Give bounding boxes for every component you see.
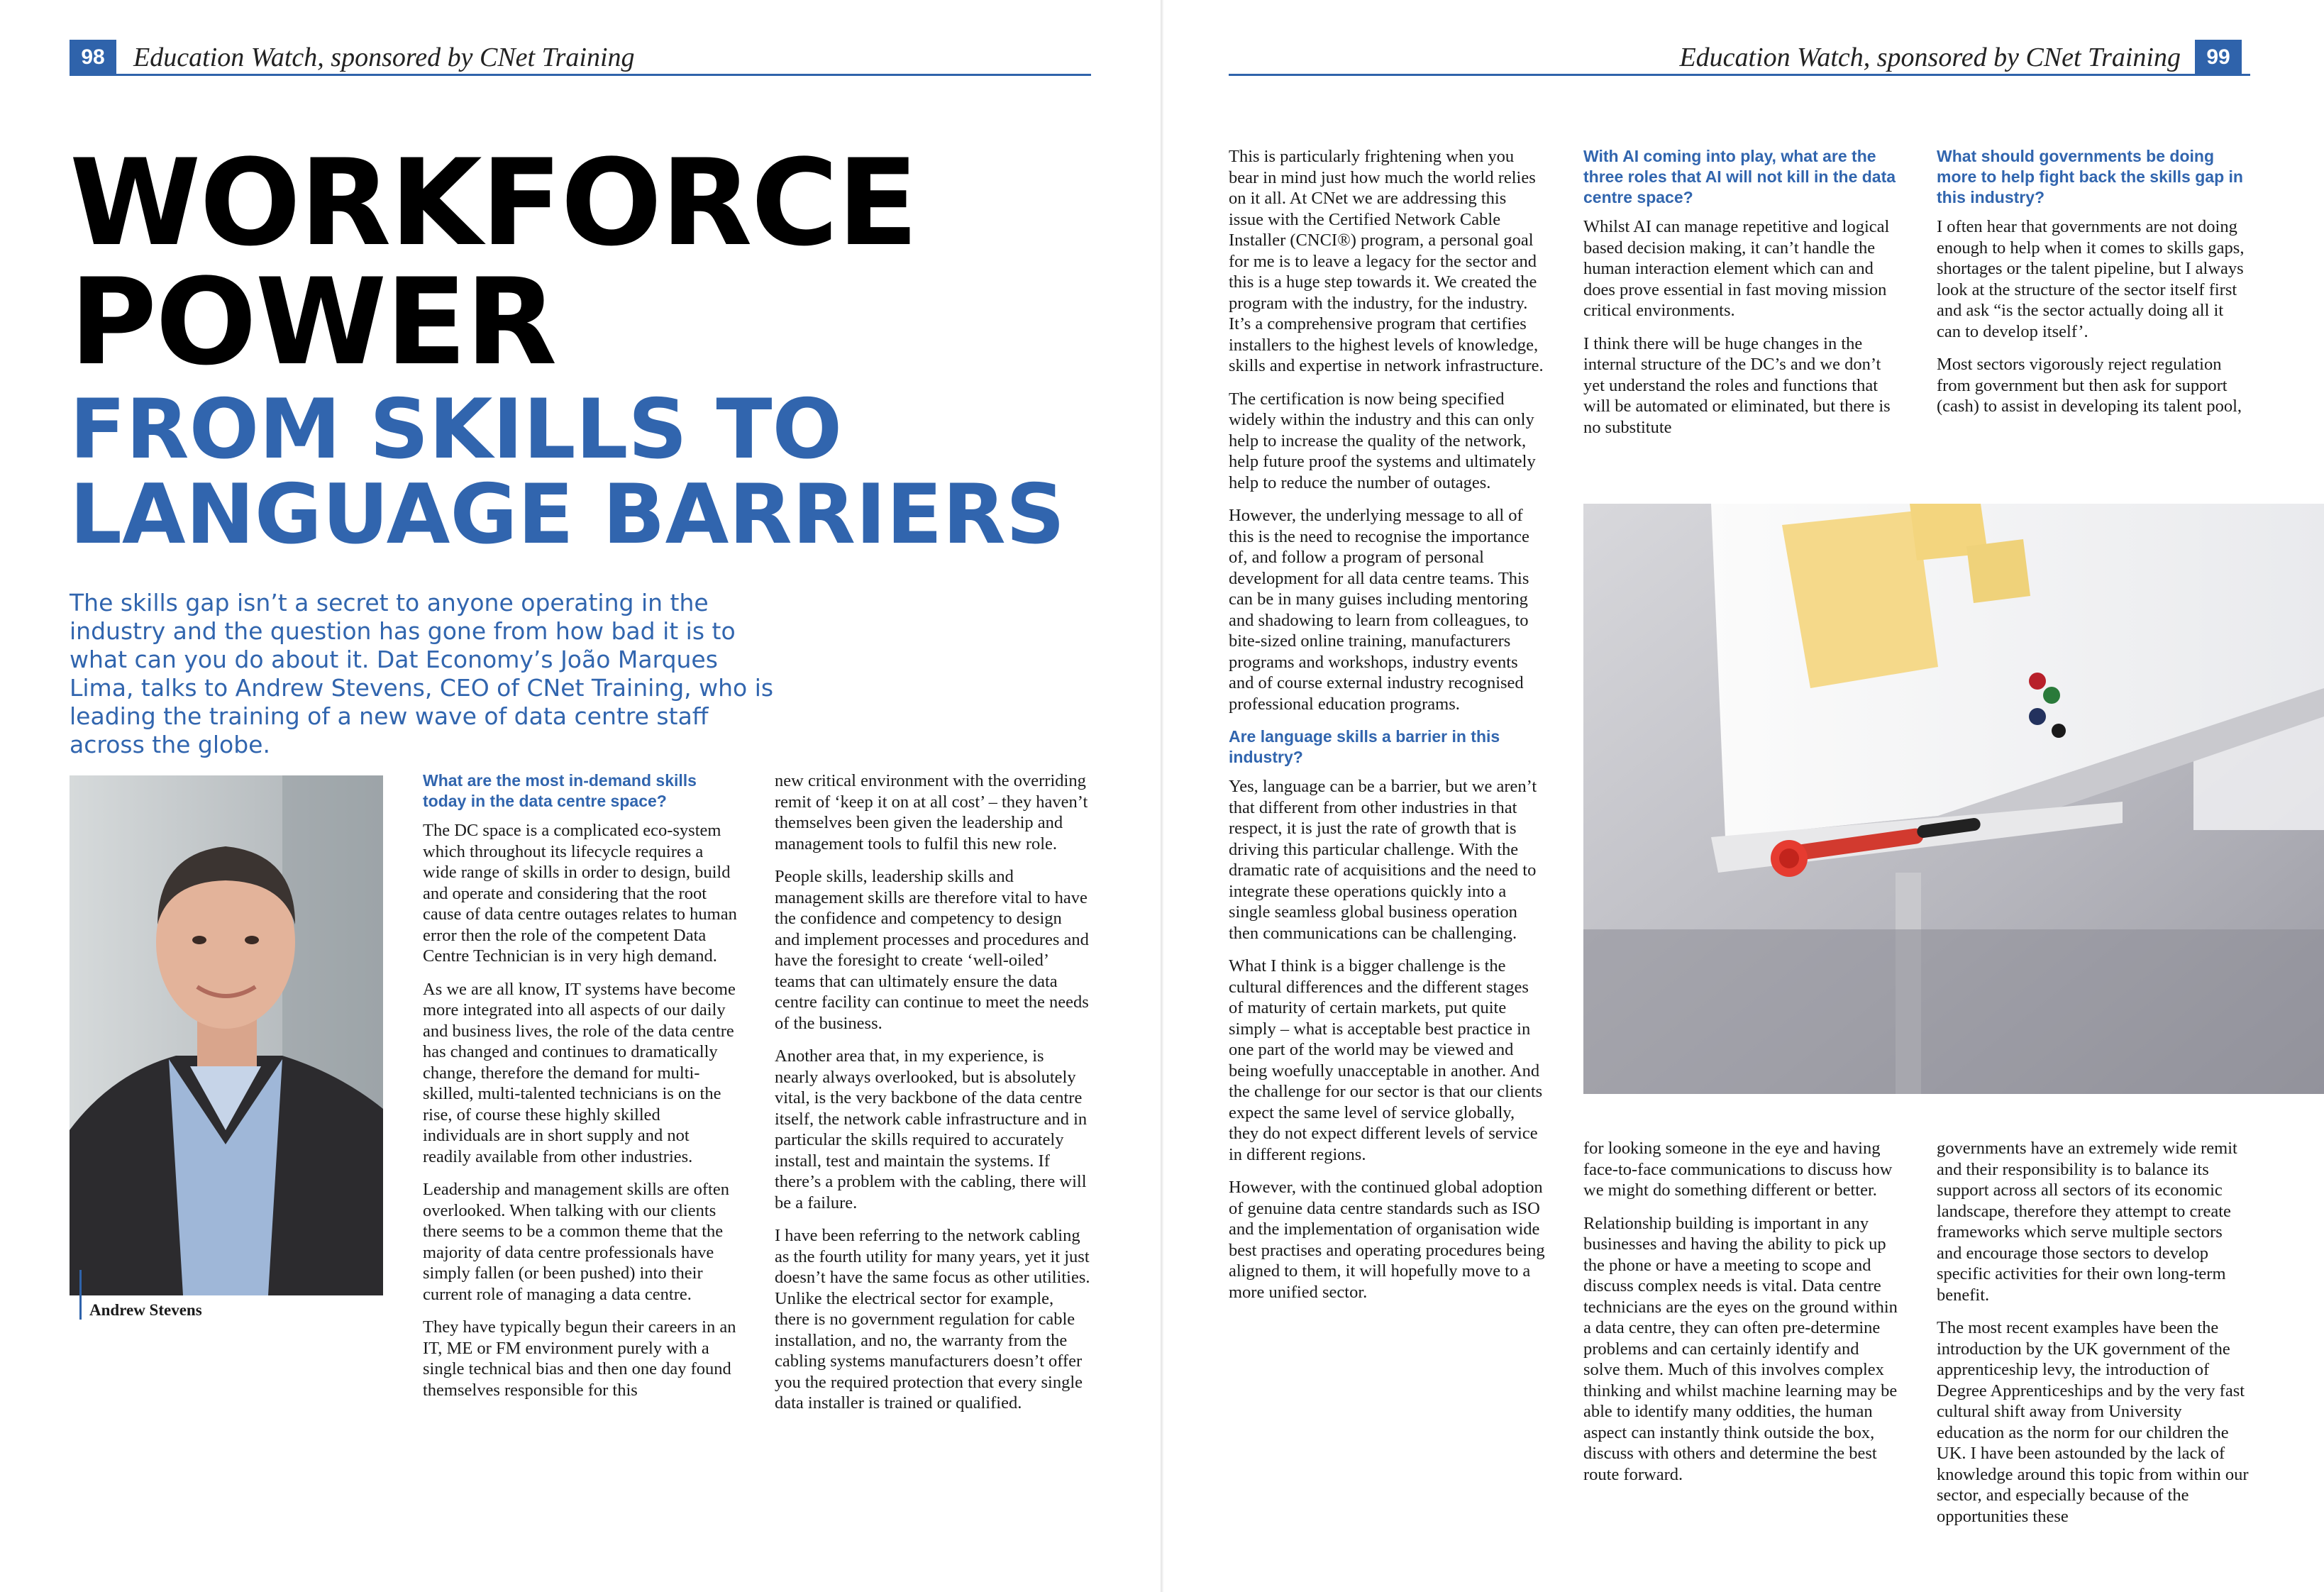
question-heading-in-demand-skills: What are the most in-demand skills today in the data centre space? bbox=[423, 771, 697, 810]
question-heading-governments: What should governments be doing more to help fight back the skills gap in this industry? bbox=[1937, 147, 2243, 206]
paragraph: What I think is a bigger challenge is the cultural differences and the different stages of maturity of certain markets, put quite simply – what is acceptable best practice in one part of the world may be viewed and being woefully unacceptable in another. And the challenge for our sector is that our clients expect the same level of service globally, they do not expect different levels of service in different regions. bbox=[1229, 956, 1543, 1164]
question-heading-language-skills: Are language skills a barrier in this industry? bbox=[1229, 727, 1500, 766]
article-title-line2: POWER bbox=[70, 253, 556, 392]
right-running-title: Education Watch, sponsored by CNet Training bbox=[1679, 43, 2181, 72]
paragraph: new critical environment with the overriding remit of ‘keep it on at all cost’ – they haven’t themselves been given the leadership and management tools to fulfil this new role. bbox=[775, 771, 1088, 853]
photo-caption: Andrew Stevens bbox=[89, 1301, 202, 1319]
paragraph: The certification is now being specified widely within the industry and this can only help to increase the quality of the network, help future proof the systems and ultimately help to reduce the number of outages. bbox=[1229, 389, 1536, 492]
andrew-stevens-photo bbox=[70, 775, 383, 1295]
article-subtitle-line2: LANGUAGE BARRIERS bbox=[70, 467, 1066, 563]
question-heading-ai-roles: With AI coming into play, what are the three roles that AI will not kill in the data centre space? bbox=[1583, 147, 1896, 206]
paragraph: I often hear that governments are not doing enough to help when it comes to skills gaps, shortages or the talent pipeline, but I always look at the structure of the sector itself first and ask “is the sector actually doing all it can to develop itself’. bbox=[1937, 217, 2245, 341]
paragraph: They have typically begun their careers in an IT, ME or FM environment purely with a single technical bias and then one day found themselves responsible for this bbox=[423, 1317, 736, 1400]
page-spine bbox=[1161, 0, 1163, 1592]
right-header-rule bbox=[1229, 74, 2250, 76]
paragraph: Most sectors vigorously reject regulation from government but then ask for support (cash) to assist in developing its talent pool, bbox=[1937, 355, 2242, 416]
column-4-top bbox=[1583, 146, 1898, 450]
paragraph: I think there will be huge changes in the internal structure of the DC’s and we don’t yet understand the roles and functions that will be automated or eliminated, but there is no substitute bbox=[1583, 333, 1891, 437]
left-page-number: 98 bbox=[70, 40, 116, 75]
column-5-bottom bbox=[1937, 1138, 2249, 1539]
column-2 bbox=[775, 770, 1091, 1426]
article-subtitle-line1: FROM SKILLS TO bbox=[70, 382, 843, 477]
column-1 bbox=[423, 770, 738, 1413]
paragraph: Relationship building is important in any businesses and having the ability to pick up the phone or have a meeting to scope and discuss complex needs is vital. Data centre technicians are the eyes on the ground within a data centre, they can often pre-determine problems and can certainly identify and solve them. Much of this involves complex thinking and whilst machine learning may be able to identify many oddities, the human aspect can instantly think outside the box, discuss with others and determine the best route forward. bbox=[1583, 1213, 1898, 1484]
left-running-title: Education Watch, sponsored by CNet Training bbox=[133, 43, 635, 72]
paragraph: This is particularly frightening when you bear in mind just how much the world relies on it all. At CNet we are addressing this issue with the Certified Network Cable Installer (CNCI®) program, a personal goal for me is to leave a legacy for the sector and this is a huge step towards it. We created the program with the industry, for the industry. It’s a comprehensive program that certifies installers to the highest levels of knowledge, skills and expertise in network infrastructure. bbox=[1229, 147, 1544, 375]
paragraph: I have been referring to the network cabling as the fourth utility for many years, yet it just doesn’t have the same focus as other utilities. Unlike the electrical sector for example, there is no government regulation for cable installation, and no, the warranty from the cabling systems manufacturers doesn’t offer you the required protection that every single data installer is trained or qualified. bbox=[775, 1226, 1090, 1413]
paragraph: The DC space is a complicated eco-system which throughout its lifecycle requires a wide range of skills in order to design, build and operate and considering that the root cause of data centre outages relates to human error then the role of the competent Data Centre Technician is in very high demand. bbox=[423, 821, 737, 966]
paragraph: However, with the continued global adoption of genuine data centre standards such as ISO and the implementation of organisation wide best practises and operating procedures being aligned to them, it will hopefully move to a more unified sector. bbox=[1229, 1178, 1545, 1302]
paragraph: for looking someone in the eye and having face-to-face communications to discuss how we might do something different or better. bbox=[1583, 1139, 1893, 1200]
paragraph: People skills, leadership skills and management skills are therefore vital to have the confidence and competency to design and implement processes and procedures and have the foresight to create ‘well-oiled’ teams that can ultimately ensure the data centre facility can continue to meet the needs of the business. bbox=[775, 867, 1089, 1033]
column-5-top bbox=[1937, 146, 2249, 429]
paragraph: As we are all know, IT systems have become more integrated into all aspects of our daily and business lives, the role of the data centre has changed and continues to dramatically change, therefore the demand for multi-skilled, multi-talented technicians is on the rise, of course these highly skilled individuals are in short supply and not readily available from other industries. bbox=[423, 979, 736, 1166]
paragraph: The most recent examples have been the introduction by the UK government of the apprenticeship levy, the introduction of Degree Apprenticeships and by the very fast cultural shift away from University education as the norm for our children the UK. I have been astounded by the lack of knowledge around this topic from within our sector, and especially because of the opportunities these bbox=[1937, 1318, 2249, 1526]
paragraph: However, the underlying message to all of this is the need to recognise the importance of, and follow a program of personal development for all data centre teams. This can be in many guises including mentoring and shadowing to learn from colleagues, to bite-sized online training, manufacturers programs and workshops, industry events and of course external industry recognised professional education programs. bbox=[1229, 506, 1529, 714]
article-title-line1: WORKFORCE bbox=[70, 133, 917, 272]
paragraph: Whilst AI can manage repetitive and logical based decision making, it can’t handle the human interaction element which can and does prove essential in fast moving mission critical environments. bbox=[1583, 217, 1890, 320]
caption-rule bbox=[79, 1270, 82, 1320]
article-standfirst: The skills gap isn’t a secret to anyone operating in the industry and the question has gone from how bad it is to what can you do about it. Dat Economy’s João Marques Lima, talks to Andrew Stevens, CEO of CNet Training, who is leading the training of a new wave of data centre staff across the globe. bbox=[70, 589, 774, 758]
paragraph: Another area that, in my experience, is nearly always overlooked, but is absolutely vital, is the very backbone of the data centre itself, the network cable infrastructure and in particular the skills required to accurately install, test and maintain the systems. If there’s a problem with the cabling, there will be a failure. bbox=[775, 1046, 1088, 1212]
whiteboard-photo bbox=[1583, 504, 2324, 1094]
right-page-number: 99 bbox=[2195, 40, 2242, 75]
left-header-rule bbox=[70, 74, 1091, 76]
column-4-bottom bbox=[1583, 1138, 1898, 1497]
paragraph: governments have an extremely wide remit and their responsibility is to balance its support across all sectors of its economic landscape, therefore they attempt to create frameworks which serve multiple sectors and encourage those sectors to develop specific activities for their own long-term benefit. bbox=[1937, 1139, 2237, 1305]
paragraph: Yes, language can be a barrier, but we aren’t that different from other industries in that respect, it is just the rate of growth that is driving this particular challenge. With the dramatic rate of acquisitions and the need to integrate these operations quickly into a single seamless global business operation then communications can be challenging. bbox=[1229, 777, 1537, 943]
paragraph: Leadership and management skills are often overlooked. When talking with our clients there seems to be a common theme that the majority of data centre professionals have simply fallen (or been pushed) into their current role of managing a data centre. bbox=[423, 1180, 729, 1304]
column-3 bbox=[1229, 146, 1545, 1315]
